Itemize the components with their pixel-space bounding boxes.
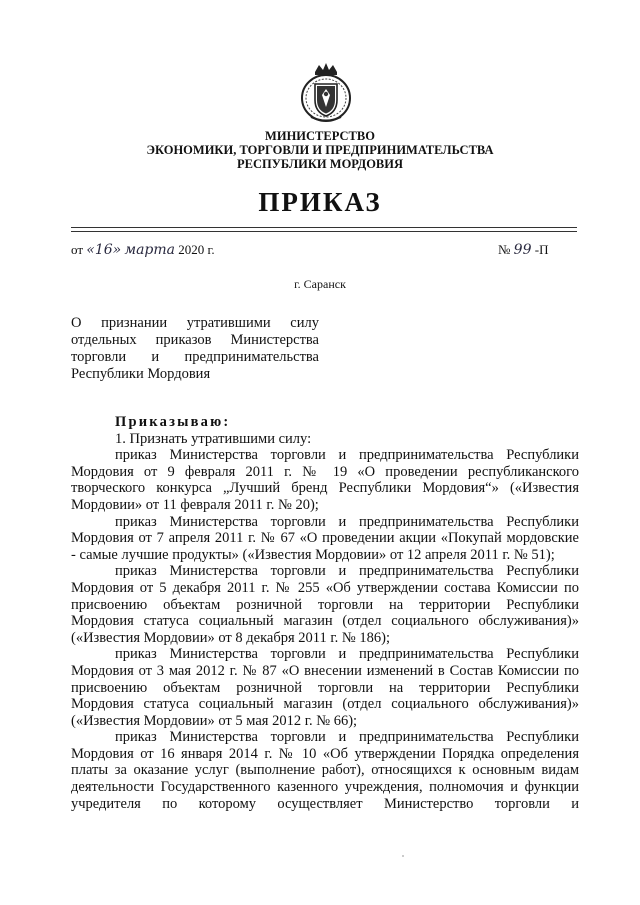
body-line: Мордовия статуса социальный магазин (отдел социального обслуживания)» [71, 613, 579, 630]
body-line: творческого конкурса „Лучший бренд Республики Мордовия“» («Известия [71, 480, 579, 497]
body-line: Мордовии» от 11 февраля 2011 г. № 20); [71, 496, 319, 513]
body-line: деятельности Государственного казенного учреждения, полномочия и функции [71, 779, 579, 796]
order-day-handwritten: «16» [86, 242, 122, 258]
ministry-name-line-3: РЕСПУБЛИКИ МОРДОВИЯ [236, 157, 404, 171]
subject-line: торговли и предпринимательства [71, 349, 319, 365]
body-line: Мордовия от 5 декабря 2011 г. № 255 «Об утверждении состава Комиссии по [71, 579, 579, 596]
order-subject [71, 315, 319, 383]
date-prefix: от [71, 242, 84, 257]
body-line: учредителя по которому осуществляет Министерство торговли и [71, 795, 579, 812]
body-line: Мордовия от 3 мая 2012 г. № 87 «О внесении изменений в Состав Комиссии по [71, 662, 579, 679]
body-line: платы за оказание услуг (выполнение работ), относящихся к основным видам [71, 762, 579, 779]
coat-of-arms-emblem [299, 62, 353, 124]
body-line: присвоению объектам розничной торговли на территории Республики [71, 596, 579, 613]
body-line: Мордовия от 16 января 2014 г. № 10 «Об утверждении Порядка определения [71, 745, 579, 762]
body-line: - самые лучшие продукты» («Известия Мордовии» от 12 апреля 2011 г. № 51); [71, 546, 555, 563]
body-line: приказ Министерства торговли и предпринимательства Республики [115, 563, 579, 580]
subject-line: О признании утратившими силу [71, 315, 319, 331]
subject-line: отдельных приказов Министерства [71, 332, 319, 348]
order-number [498, 242, 548, 258]
number-suffix: -П [534, 242, 549, 257]
order-date [71, 242, 215, 258]
ministry-name-line-2: ЭКОНОМИКИ, ТОРГОВЛИ И ПРЕДПРИНИМАТЕЛЬСТВА [146, 143, 494, 157]
body-line: приказ Министерства торговли и предпринимательства Республики [115, 646, 579, 663]
point-1-heading: 1. Признать утратившими силу: [115, 430, 312, 447]
order-body [71, 414, 579, 812]
decree-word: Приказываю: [115, 414, 231, 430]
order-year: 2020 г. [178, 242, 215, 257]
body-line: («Известия Мордовии» от 5 мая 2012 г. № 66); [71, 712, 358, 729]
body-line: («Известия Мордовии» от 8 декабря 2011 г. № 186); [71, 629, 390, 646]
document-title: ПРИКАЗ [258, 187, 382, 217]
order-month-handwritten: марта [124, 242, 176, 258]
body-line: приказ Министерства торговли и предпринимательства Республики [115, 729, 579, 746]
body-line: приказ Министерства торговли и предпринимательства Республики [115, 513, 579, 530]
scan-speck [402, 855, 404, 857]
header-divider-bottom [71, 231, 577, 232]
body-line: Мордовия от 9 февраля 2011 г. № 19 «О проведении республиканского [71, 463, 579, 480]
body-line: Мордовия от 7 апреля 2011 г. № 67 «О проведении акции «Покупай мордовские [71, 530, 579, 547]
body-line: Мордовия статуса социальный магазин (отдел социального обслуживания)» [71, 696, 579, 713]
body-line: приказ Министерства торговли и предпринимательства Республики [115, 447, 579, 464]
order-number-handwritten: 99 [513, 242, 532, 258]
ministry-name-line-1: МИНИСТЕРСТВО [265, 129, 375, 143]
number-prefix: № [498, 242, 511, 257]
body-line: присвоению объектам розничной торговли на территории Республики [71, 679, 579, 696]
header-divider-top [71, 227, 577, 228]
city-name: г. Саранск [294, 277, 346, 291]
subject-line: Республики Мордовия [71, 366, 211, 382]
